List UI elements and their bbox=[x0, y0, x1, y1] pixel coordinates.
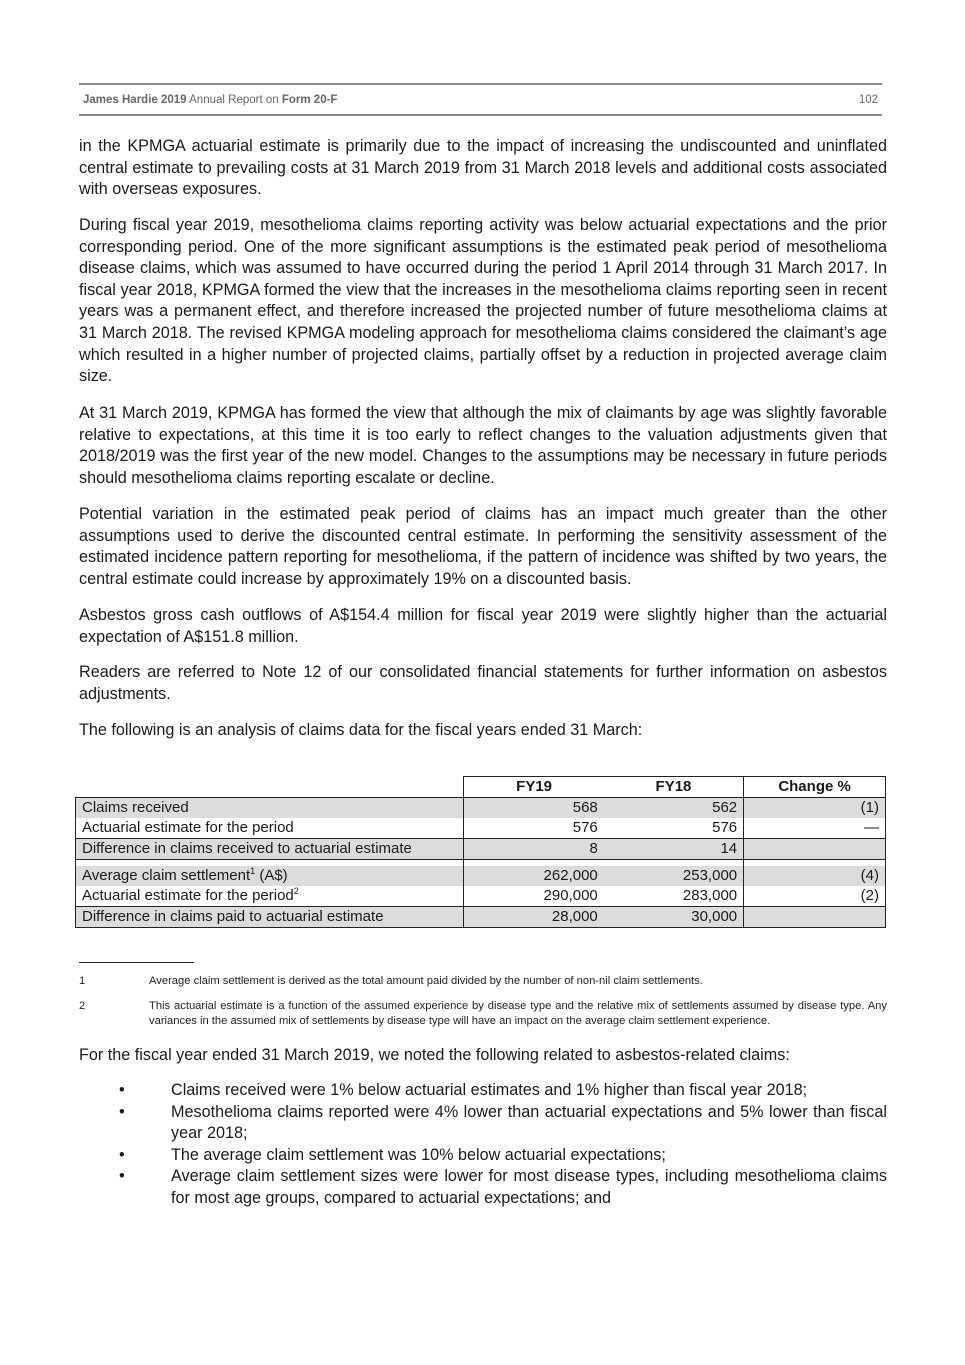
cell-change bbox=[744, 839, 886, 860]
header-form: Form 20-F bbox=[281, 94, 338, 106]
cell-fy19: 576 bbox=[464, 818, 604, 839]
list-item-text: Average claim settlement sizes were lower for most disease types, including mesothelioma claims for most age groups, compared to actuarial expectations; and bbox=[171, 1167, 887, 1207]
header-title bbox=[83, 94, 337, 106]
footnote-text: Average claim settlement is derived as the total amount paid divided by the number of non-nil claim settlements. bbox=[149, 975, 703, 987]
header-cell-change: Change % bbox=[744, 777, 886, 798]
header-company: James Hardie 2019 bbox=[83, 94, 187, 106]
cell-fy19: 28,000 bbox=[464, 906, 604, 927]
row-label: Actuarial estimate for the period bbox=[76, 818, 464, 839]
paragraph-text: During fiscal year 2019, mesothelioma claims reporting activity was below actuarial expectations and the prior corresponding period. One of the more significant assumptions is the estimated peak period of mesothelioma disease claims, which was assumed to have occurred during the period 1 April 2014 through 31 March 2017. In fiscal year 2018, KPMGA formed the view that the increases in the mesothelioma claims reporting seen in recent years was a permanent effect, and therefore increased the projected number of future mesothelioma claims at 31 March 2018. The revised KPMGA modeling approach for mesothelioma claims considered the claimant’s age which resulted in a higher number of projected claims, partially offset by a reduction in projected average claim size. bbox=[79, 216, 887, 386]
cell-change: (2) bbox=[744, 886, 886, 907]
cell-fy19: 290,000 bbox=[464, 886, 604, 907]
paragraph-4 bbox=[79, 504, 887, 590]
table-header-row bbox=[76, 777, 886, 798]
footnote-text: This actuarial estimate is a function of the assumed experience by disease type and the relative mix of settlements assumed by disease type. Any variances in the assumed mix of settlements by disease type will have an impact on the average claim settlement experience. bbox=[149, 1000, 887, 1027]
paragraph-text: Potential variation in the estimated peak period of claims has an impact much greater than the other assumptions used to derive the discounted central estimate. In performing the sensitivity assessment of the estimated incidence pattern reporting for mesothelioma, if the pattern of incidence was shifted by two years, the central estimate could increase by approximately 19% on a discounted basis. bbox=[79, 505, 887, 588]
header-cell-fy19: FY19 bbox=[464, 777, 604, 798]
cell-fy18: 283,000 bbox=[682, 886, 738, 904]
row-label-text: Actuarial estimate for the period bbox=[82, 886, 294, 904]
row-label bbox=[76, 866, 464, 886]
paragraph-7 bbox=[79, 720, 887, 742]
table-row bbox=[76, 906, 886, 927]
paragraph-text: Readers are referred to Note 12 of our consolidated financial statements for further information on asbestos adjustments. bbox=[79, 663, 887, 703]
bullet-icon: • bbox=[119, 1102, 125, 1121]
list-item bbox=[79, 1102, 887, 1145]
footnote-number: 1 bbox=[79, 975, 86, 987]
cell-fy19: 262,000 bbox=[464, 866, 604, 886]
cell-change: — bbox=[744, 818, 886, 839]
table-row bbox=[76, 866, 886, 886]
paragraph-text: At 31 March 2019, KPMGA has formed the view that although the mix of claimants by age was slightly favorable relative to expectations, at this time it is too early to reflect changes to the valuation adjustments given that 2018/2019 was the first year of the new model. Changes to the assumptions may be necessary in future periods should mesothelioma claims reporting escalate or decline. bbox=[79, 404, 887, 487]
paragraph-3 bbox=[79, 403, 887, 489]
cell-fy19: 8 bbox=[464, 839, 604, 860]
footnote-ref: 1 bbox=[250, 865, 256, 876]
list-item-text: Mesothelioma claims reported were 4% lower than actuarial expectations and 5% lower than fiscal year 2018; bbox=[171, 1102, 887, 1143]
bullet-icon: • bbox=[119, 1081, 125, 1099]
paragraph-1 bbox=[79, 136, 887, 201]
list-item bbox=[79, 1166, 887, 1209]
page-number: 102 bbox=[858, 94, 878, 106]
list-item-text: The average claim settlement was 10% below actuarial expectations; bbox=[171, 1145, 666, 1164]
paragraph-text: in the KPMGA actuarial estimate is primarily due to the impact of increasing the undiscounted and uninflated central estimate to prevailing costs at 31 March 2019 from 31 March 2018 levels and additional costs associated with overseas exposures. bbox=[79, 137, 887, 199]
paragraph-text: The following is an analysis of claims data for the fiscal years ended 31 March: bbox=[79, 721, 643, 739]
cell-fy18: 253,000 bbox=[604, 866, 744, 886]
bullet-icon: • bbox=[119, 1145, 125, 1164]
table-row bbox=[76, 798, 886, 819]
row-label: Difference in claims received to actuarial estimate bbox=[76, 839, 464, 860]
closing-intro bbox=[79, 1045, 887, 1067]
footnote-2 bbox=[79, 999, 887, 1029]
cell-fy18: 576 bbox=[712, 819, 738, 836]
paragraph-2 bbox=[79, 215, 887, 388]
cell-change: (4) bbox=[744, 866, 886, 886]
footnote-ref: 2 bbox=[293, 885, 299, 896]
list-item bbox=[79, 1145, 887, 1167]
cell-change bbox=[744, 906, 886, 927]
paragraph-text: For the fiscal year ended 31 March 2019, we noted the following related to asbestos-related claims: bbox=[79, 1046, 790, 1064]
footnote-divider bbox=[79, 962, 194, 963]
table-row bbox=[76, 818, 886, 839]
cell-fy19: 568 bbox=[464, 798, 604, 819]
cell-fy18: 14 bbox=[604, 839, 744, 860]
table-row bbox=[76, 886, 886, 907]
bullet-icon: • bbox=[119, 1167, 125, 1186]
cell-fy18: 562 bbox=[604, 798, 744, 819]
row-label-suffix: (A$) bbox=[255, 866, 288, 884]
row-label bbox=[76, 886, 464, 907]
header-cell-blank bbox=[76, 777, 464, 798]
list-item-text: Claims received were 1% below actuarial estimates and 1% higher than fiscal year 2018; bbox=[171, 1081, 808, 1099]
paragraph-text: Asbestos gross cash outflows of A$154.4 million for fiscal year 2019 were slightly higher than the actuarial expectation of A$151.8 million. bbox=[79, 606, 887, 646]
table-row bbox=[76, 839, 886, 860]
bullet-list bbox=[79, 1080, 887, 1210]
claims-table bbox=[75, 776, 886, 928]
page-header bbox=[79, 83, 882, 116]
row-label: Difference in claims paid to actuarial estimate bbox=[76, 906, 464, 927]
footnote-1 bbox=[79, 974, 887, 989]
header-cell-fy18: FY18 bbox=[604, 777, 744, 798]
row-label-text: Average claim settlement bbox=[82, 866, 251, 884]
cell-change: (1) bbox=[744, 798, 886, 819]
paragraph-6 bbox=[79, 662, 887, 705]
footnote-number: 2 bbox=[79, 1000, 86, 1012]
paragraph-5 bbox=[79, 605, 887, 648]
cell-fy18: 30,000 bbox=[604, 906, 744, 927]
header-doc: Annual Report on bbox=[189, 94, 279, 106]
row-label: Claims received bbox=[76, 798, 464, 819]
list-item bbox=[79, 1080, 887, 1102]
